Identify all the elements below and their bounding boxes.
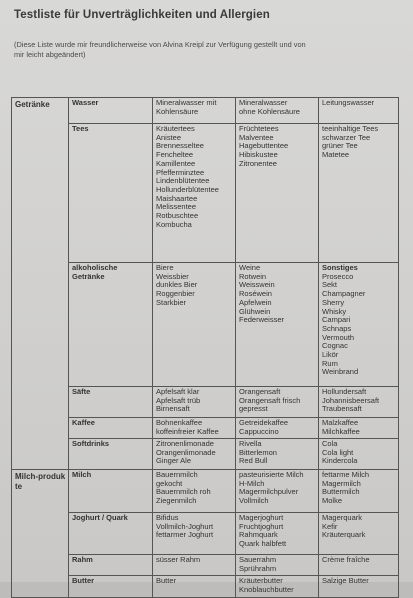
item-text: Sekt [322, 280, 338, 290]
item-cell [319, 555, 399, 576]
item-text: Malzkaffee [322, 418, 359, 427]
item-text: Knoblauchbutter [239, 584, 294, 594]
item-text: Hollundersaft [322, 387, 367, 396]
item-text: Anistee [156, 132, 182, 142]
item-text: Früchtetees [239, 124, 279, 133]
item-text: Magermilch [322, 478, 361, 488]
item-text: Hibiskustee [239, 150, 278, 160]
item-text: Lindenblütentee [156, 176, 210, 186]
table-row [12, 576, 399, 598]
item-text: Rivella [239, 439, 262, 448]
item-text: Cola [322, 439, 338, 448]
item-text: gekocht [156, 478, 183, 488]
item-cell [153, 418, 236, 439]
intro-line: (Diese Liste wurde mir freundlicherweise von Alvina Kreipl zur Verfügung gestellt und von [14, 40, 306, 49]
document-title: Testliste für Unverträglichkeiten und Allergien [14, 9, 270, 21]
item-text: Kräutertees [156, 124, 195, 133]
item-text: Kräuterbutter [239, 576, 283, 585]
item-text: Glühwein [239, 306, 271, 316]
item-text: süsser Rahm [156, 555, 201, 564]
table-row [12, 439, 399, 470]
item-text: Kefir [322, 521, 338, 531]
item-text: ohne Kohlensäure [239, 106, 300, 116]
item-text: Zitronentee [239, 158, 277, 168]
item-text: Rotwein [239, 271, 267, 281]
item-text: Rum [322, 358, 338, 368]
item-text: Orangensaft [239, 387, 281, 396]
item-text: Vollmilch [239, 496, 269, 506]
item-text: gepresst [239, 404, 268, 414]
item-text: Bauernmilch [156, 470, 198, 479]
category-label: Getränke [15, 100, 50, 109]
subcategory-cell [69, 576, 153, 598]
item-cell [153, 470, 236, 513]
item-text: dunkles Bier [156, 280, 198, 290]
item-text: Magerjoghurt [239, 513, 284, 522]
item-text: Apfelsaft trüb [156, 395, 201, 405]
item-text: Weisswein [239, 280, 275, 290]
item-text: Weinbrand [322, 367, 359, 377]
table-row [12, 263, 399, 387]
item-text: Cola light [322, 447, 354, 457]
item-text: Buttermilch [322, 487, 360, 497]
item-text: Weissbier [156, 271, 189, 281]
table-row [12, 98, 399, 124]
item-text: Matetee [322, 150, 350, 160]
item-cell [153, 513, 236, 555]
item-text: Cappuccino [239, 426, 279, 436]
item-text: Likör [322, 350, 339, 360]
item-text: Apfelwein [239, 297, 272, 307]
item-text: Kamillentee [156, 158, 196, 168]
table-body [12, 98, 399, 598]
subcategory-label: Wasser [72, 98, 99, 107]
item-text: Butter [156, 576, 177, 585]
item-cell [236, 576, 319, 598]
item-group-heading: Sonstiges [322, 263, 358, 272]
intolerance-table [11, 97, 399, 598]
item-cell [153, 439, 236, 470]
item-cell [236, 470, 319, 513]
subcategory-cell [69, 124, 153, 263]
item-cell [236, 513, 319, 555]
item-text: Fencheltee [156, 150, 194, 160]
item-text: Prosecco [322, 271, 354, 281]
item-text: Orangenlimonade [156, 447, 216, 457]
item-cell [319, 513, 399, 555]
item-text: H-Milch [239, 478, 265, 488]
item-text: Melissentee [156, 202, 197, 212]
item-text: Molke [322, 496, 343, 506]
item-text: Magerquark [322, 513, 363, 522]
item-text: Brennesseltee [156, 141, 204, 151]
item-text: grüner Tee [322, 141, 358, 151]
item-text: Sherry [322, 297, 345, 307]
item-cell [236, 439, 319, 470]
item-text: Kohlensäure [156, 106, 199, 116]
item-cell [319, 576, 399, 598]
item-cell [319, 439, 399, 470]
item-text: Ziegenmilch [156, 496, 197, 506]
item-text: Roggenbier [156, 289, 195, 299]
item-text: Quark halbfett [239, 539, 287, 549]
subcategory-label: Joghurt / Quark [72, 513, 128, 522]
item-text: Roséwein [239, 289, 272, 299]
table-row [12, 418, 399, 439]
item-cell [236, 555, 319, 576]
item-text: Milchkaffee [322, 426, 360, 436]
item-cell [236, 124, 319, 263]
table-row [12, 555, 399, 576]
category-cell [12, 98, 69, 470]
subcategory-cell [69, 418, 153, 439]
subcategory-label: Rahm [72, 555, 93, 564]
item-text: Kindercola [322, 456, 358, 466]
item-text: Sauerrahm [239, 555, 277, 564]
category-cell [12, 470, 69, 598]
item-text: Biere [156, 263, 174, 272]
subcategory-cell [69, 513, 153, 555]
item-text: Salzige Butter [322, 576, 369, 585]
item-text: Hollunderblütentee [156, 184, 219, 194]
item-text: Orangensaft frisch [239, 395, 301, 405]
item-text: Traubensaft [322, 404, 362, 414]
item-text: Hagebuttentee [239, 141, 289, 151]
item-text: Red Bull [239, 456, 268, 466]
item-text: fettarmer Joghurt [156, 530, 214, 540]
item-text: Campari [322, 315, 351, 325]
subcategory-cell [69, 439, 153, 470]
subcategory-label: Säfte [72, 387, 91, 396]
item-text: Weine [239, 263, 261, 272]
subcategory-cell [69, 555, 153, 576]
item-text: Kombucha [156, 219, 192, 229]
item-text: Zitronenlimonade [156, 439, 214, 448]
subcategory-label: Softdrinks [72, 439, 110, 448]
item-text: Birnensaft [156, 404, 190, 414]
item-text: Getreidekaffee [239, 418, 289, 427]
item-text: Vermouth [322, 332, 355, 342]
item-cell [236, 387, 319, 418]
item-cell [236, 98, 319, 124]
item-text: Malventee [239, 132, 274, 142]
item-text: Crème fraîche [322, 555, 370, 564]
table-row [12, 513, 399, 555]
item-text: Kräuterquark [322, 530, 366, 540]
item-text: Leitungswasser [322, 98, 375, 107]
item-text: Johannisbeersaft [322, 395, 380, 405]
item-cell [153, 576, 236, 598]
subcategory-cell [69, 98, 153, 124]
category-label: Milch-produkte [15, 472, 66, 491]
subcategory-cell [69, 387, 153, 418]
item-text: Maishaartee [156, 193, 198, 203]
item-text: Bitterlemon [239, 447, 277, 457]
subcategory-cell [69, 263, 153, 387]
item-cell [319, 263, 399, 387]
item-text: Bohnenkaffee [156, 418, 203, 427]
item-cell [319, 418, 399, 439]
item-text: Federweisser [239, 315, 285, 325]
item-text: koffeinfreier Kaffee [156, 426, 219, 436]
subcategory-label: alkoholische Getränke [72, 263, 118, 281]
item-cell [319, 124, 399, 263]
item-text: pasteurisierte Milch [239, 470, 304, 479]
item-cell [153, 98, 236, 124]
item-cell [319, 470, 399, 513]
item-cell [236, 263, 319, 387]
item-text: Bauernmilch roh [156, 487, 211, 497]
item-text: Mineralwasser mit [156, 98, 217, 107]
item-cell [319, 98, 399, 124]
item-cell [153, 263, 236, 387]
item-text: Pfefferminztee [156, 167, 205, 177]
intro-line: mir leicht abgeändert) [14, 50, 86, 59]
table-row [12, 124, 399, 263]
table-row [12, 470, 399, 513]
item-text: Mineralwasser [239, 98, 288, 107]
item-text: Schnaps [322, 323, 352, 333]
subcategory-cell [69, 470, 153, 513]
subcategory-label: Butter [72, 576, 95, 585]
item-text: Sprührahm [239, 563, 277, 573]
item-text: Starkbier [156, 297, 187, 307]
item-text: Whisky [322, 306, 347, 316]
item-text: teeinhaltige Tees [322, 124, 379, 133]
item-text: Apfelsaft klar [156, 387, 200, 396]
item-text: Rahmquark [239, 530, 278, 540]
table-row [12, 387, 399, 418]
item-text: Cognac [322, 341, 348, 351]
subcategory-label: Kaffee [72, 418, 95, 427]
item-text: schwarzer Tee [322, 132, 371, 142]
item-text: fettarme Milch [322, 470, 370, 479]
item-cell [319, 387, 399, 418]
subcategory-label: Milch [72, 470, 92, 479]
subcategory-label: Tees [72, 124, 89, 133]
intro-text [14, 40, 394, 60]
item-text: Bifidus [156, 513, 179, 522]
item-cell [153, 387, 236, 418]
item-text: Rotbuschtee [156, 211, 199, 221]
item-text: Vollmilch-Joghurt [156, 521, 214, 531]
item-cell [153, 124, 236, 263]
item-cell [153, 555, 236, 576]
item-text: Magermilchpulver [239, 487, 299, 497]
item-cell [236, 418, 319, 439]
item-text: Fruchtjoghurt [239, 521, 284, 531]
item-text: Ginger Ale [156, 456, 192, 466]
item-text: Champagner [322, 289, 366, 299]
